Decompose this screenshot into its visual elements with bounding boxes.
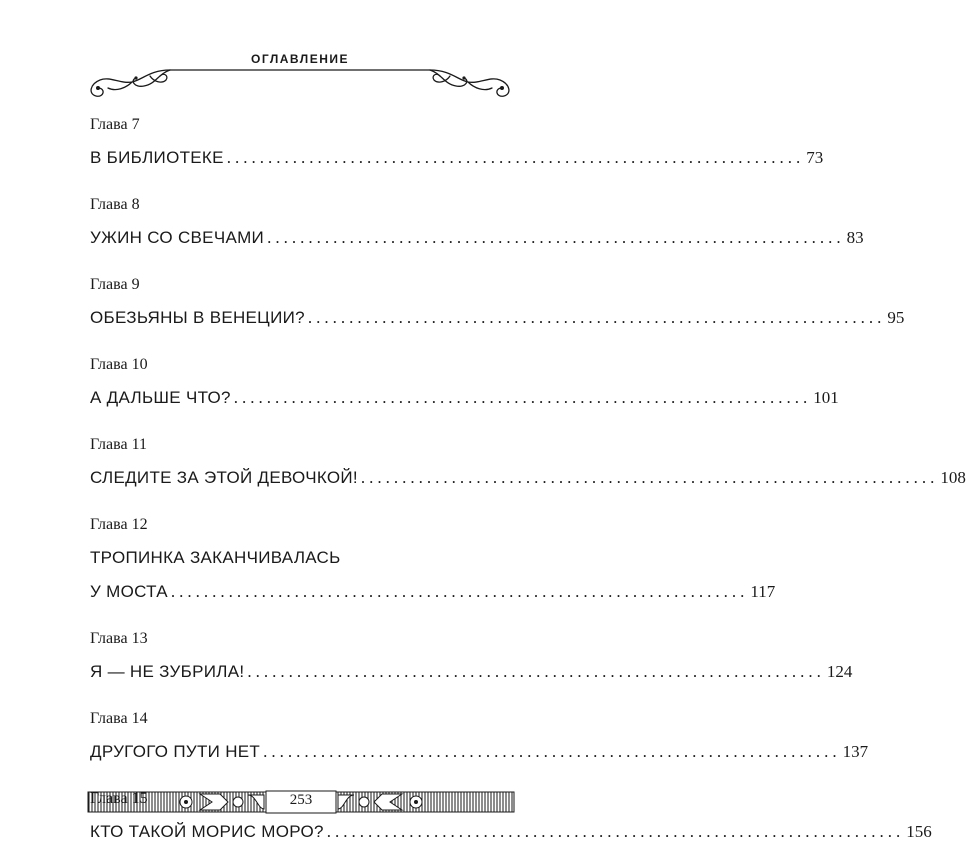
page-reference: 124 [826,662,853,681]
chapter-number: Глава 13 [90,630,148,647]
toc-line [90,304,905,332]
chapter-title: В БИБЛИОТЕКЕ [90,148,224,167]
toc-line [90,578,776,606]
dot-leader: ...................................................................... [247,662,825,681]
page-header [80,48,520,106]
toc-line [90,144,824,172]
page-reference: 83 [846,228,864,247]
dot-leader: ...................................................................... [267,228,845,247]
chapter-number: Глава 11 [90,436,147,453]
chapter-number: Глава 12 [90,516,148,533]
page-reference: 156 [906,822,932,841]
running-head: ОГЛАВЛЕНИЕ [250,52,349,66]
page-reference: 73 [806,148,824,167]
toc-line [90,224,864,252]
chapter-title: А ДАЛЬШЕ ЧТО? [90,388,231,407]
chapter-number: Глава 9 [90,276,140,293]
toc-entry [90,354,839,412]
table-of-contents [90,114,966,868]
chapter-number: Глава 7 [90,116,140,133]
page-reference: 108 [940,468,966,487]
chapter-title: У МОСТА [90,582,168,601]
toc-entry [90,514,776,606]
toc-entry [90,194,864,252]
chapter-title: КТО ТАКОЙ МОРИС МОРО? [90,822,324,841]
page-reference: 137 [842,742,869,761]
dot-leader: ...................................................................... [360,468,939,487]
toc-entry [90,434,966,492]
toc-line [90,738,869,766]
chapter-title: УЖИН СО СВЕЧАМИ [90,228,265,247]
dot-leader: ...................................................................... [326,822,905,841]
chapter-number: Глава 14 [90,710,148,727]
toc-entry [90,114,824,172]
page-reference: 117 [750,582,776,601]
chapter-number: Глава 8 [90,196,140,213]
dot-leader: ...................................................................... [263,742,841,761]
toc-line [90,464,966,492]
toc-line [90,384,839,412]
toc-entry [90,274,905,332]
chapter-title-first-line: ТРОПИНКА ЗАКАНЧИВАЛАСЬ [90,548,341,567]
dot-leader: ...................................................................... [170,582,749,601]
page-number: 253 [289,792,313,808]
chapter-title: Я — НЕ ЗУБРИЛА! [90,662,245,681]
chapter-title: СЛЕДИТЕ ЗА ЭТОЙ ДЕВОЧКОЙ! [90,468,358,487]
dot-leader: ...................................................................... [226,148,805,167]
flourish-ornament-icon [80,62,520,106]
toc-entry [90,628,853,686]
chapter-number: Глава 10 [90,356,148,373]
dot-leader: ...................................................................... [233,388,812,407]
toc-line [90,658,853,686]
toc-entry [90,708,869,766]
toc-line [90,818,932,846]
chapter-title: ДРУГОГО ПУТИ НЕТ [90,742,261,761]
page-footer [88,790,514,814]
page-reference: 95 [887,308,905,327]
dot-leader: ...................................................................... [307,308,886,327]
chapter-title: ОБЕЗЬЯНЫ В ВЕНЕЦИИ? [90,308,305,327]
page-reference: 101 [813,388,839,407]
